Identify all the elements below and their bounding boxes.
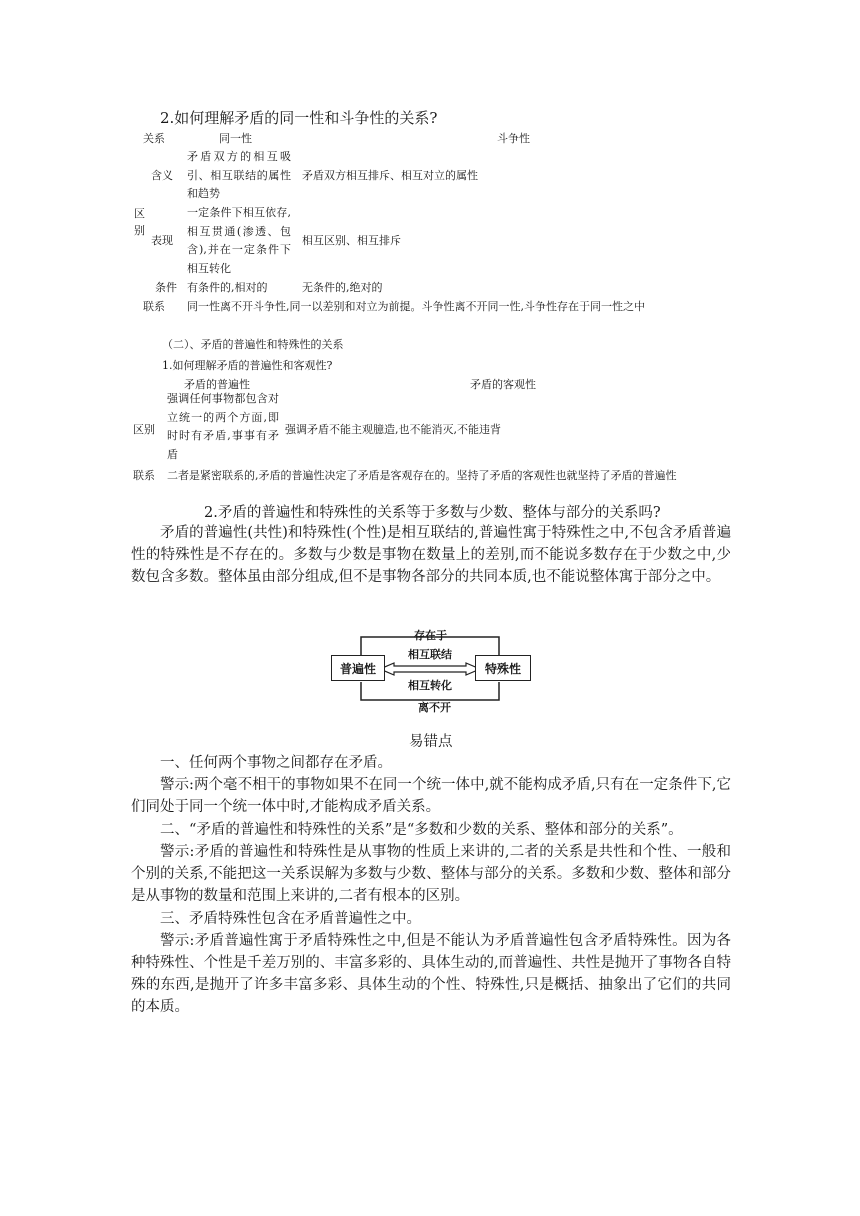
- table-group-label: 区: [134, 207, 145, 220]
- error-claim: 三、矛盾特殊性包含在矛盾普遍性之中。: [160, 911, 421, 927]
- error-claim: 二、“矛盾的普遍性和特殊性的关系”是“多数和少数的关系、整体和部分的关系”。: [160, 822, 683, 838]
- diagram-label-mid-bottom: 相互转化: [408, 679, 452, 692]
- diagram-box-particularity: 特殊性: [475, 655, 531, 681]
- table-cell: 矛盾双方相互排斥、相互对立的属性: [302, 169, 478, 182]
- table-header-struggle: 斗争性: [497, 132, 530, 145]
- table-cell: 矛盾双方的相互吸引、相互联结的属性和趋势: [187, 150, 291, 200]
- table-cell: 有条件的,相对的: [187, 281, 268, 294]
- table-cell: 无条件的,绝对的: [302, 281, 383, 294]
- answer-paragraph: 矛盾的普遍性(共性)和特殊性(个性)是相互联结的,普遍性寓于特殊性之中,不包含矛盾普遍性的特殊性是不存在的。多数与少数是事物在数量上的差别,而不能说多数存在于少数之中,少数包含多数。整体虽由部分组成,但不是事物各部分的共同本质,也不能说整体寓于部分之中。: [131, 525, 731, 585]
- table-row-label: 条件: [155, 281, 177, 294]
- errors-title: 易错点: [409, 734, 453, 750]
- table-cell: 一定条件下相互依存,相互贯通(渗透、包含),并在一定条件下相互转化: [187, 206, 291, 275]
- diagram-label-top: 存在于: [414, 629, 447, 642]
- table-row-label: 含义: [151, 169, 173, 182]
- table-cell: 相互区别、相互排斥: [302, 234, 401, 247]
- diagram-label-bottom: 离不开: [418, 701, 451, 714]
- table-cell: 强调矛盾不能主观臆造,也不能消灭,不能违背: [285, 423, 501, 436]
- error-warning: 警示:矛盾的普遍性和特殊性是从事物的性质上来讲的,二者的关系是共性和个性、一般和个别的关系,不能把这一关系误解为多数与少数、整体与部分的关系。多数和少数、整体和部分是从事物的数量和范围上来讲的,二者有根本的区别。: [131, 844, 731, 904]
- table-group-label: 别: [134, 224, 145, 237]
- table-cell: 二者是紧密联系的,矛盾的普遍性决定了矛盾是客观存在的。坚持了矛盾的客观性也就坚持了矛盾的普遍性: [167, 469, 677, 482]
- table-header-universality: 矛盾的普遍性: [184, 378, 250, 391]
- question-title: 1.如何理解矛盾的普遍性和客观性?: [162, 359, 333, 372]
- section-title: （二）、矛盾的普遍性和特殊性的关系: [162, 338, 344, 351]
- question-title: 2.如何理解矛盾的同一性和斗争性的关系?: [160, 109, 438, 127]
- table-header-relation: 关系: [143, 132, 165, 145]
- error-warning: 警示:两个毫不相干的事物如果不在同一个统一体中,就不能构成矛盾,只有在一定条件下,它们同处于同一个统一体中时,才能构成矛盾关系。: [131, 777, 731, 815]
- diagram-box-universality: 普遍性: [331, 655, 385, 681]
- diagram-label-mid-top: 相互联结: [408, 648, 452, 661]
- table-row-label: 区别: [133, 423, 155, 436]
- table-row-label: 联系: [143, 300, 165, 313]
- error-claim: 一、任何两个事物之间都存在矛盾。: [160, 755, 392, 771]
- table-header-objectivity: 矛盾的客观性: [470, 378, 536, 391]
- table-header-identity: 同一性: [219, 132, 252, 145]
- question-title: 2.矛盾的普遍性和特殊性的关系等于多数与少数、整体与部分的关系吗?: [204, 505, 661, 521]
- error-warning: 警示:矛盾普遍性寓于矛盾特殊性之中,但是不能认为矛盾普遍性包含矛盾特殊性。因为各种特殊性、个性是千差万别的、丰富多彩的、具体生动的,而普遍性、共性是抛开了事物各自特殊的东西,是抛开了许多丰富多彩、具体生动的个性、特殊性,只是概括、抽象出了它们的共同的本质。: [131, 933, 731, 1015]
- table-cell: 强调任何事物都包含对立统一的两个方面,即时时有矛盾,事事有矛盾: [167, 392, 279, 461]
- table-row-label: 联系: [133, 469, 155, 482]
- table-cell: 同一性离不开斗争性,同一以差别和对立为前提。斗争性离不开同一性,斗争性存在于同一性之中: [187, 300, 645, 313]
- table-row-label: 表现: [151, 234, 173, 247]
